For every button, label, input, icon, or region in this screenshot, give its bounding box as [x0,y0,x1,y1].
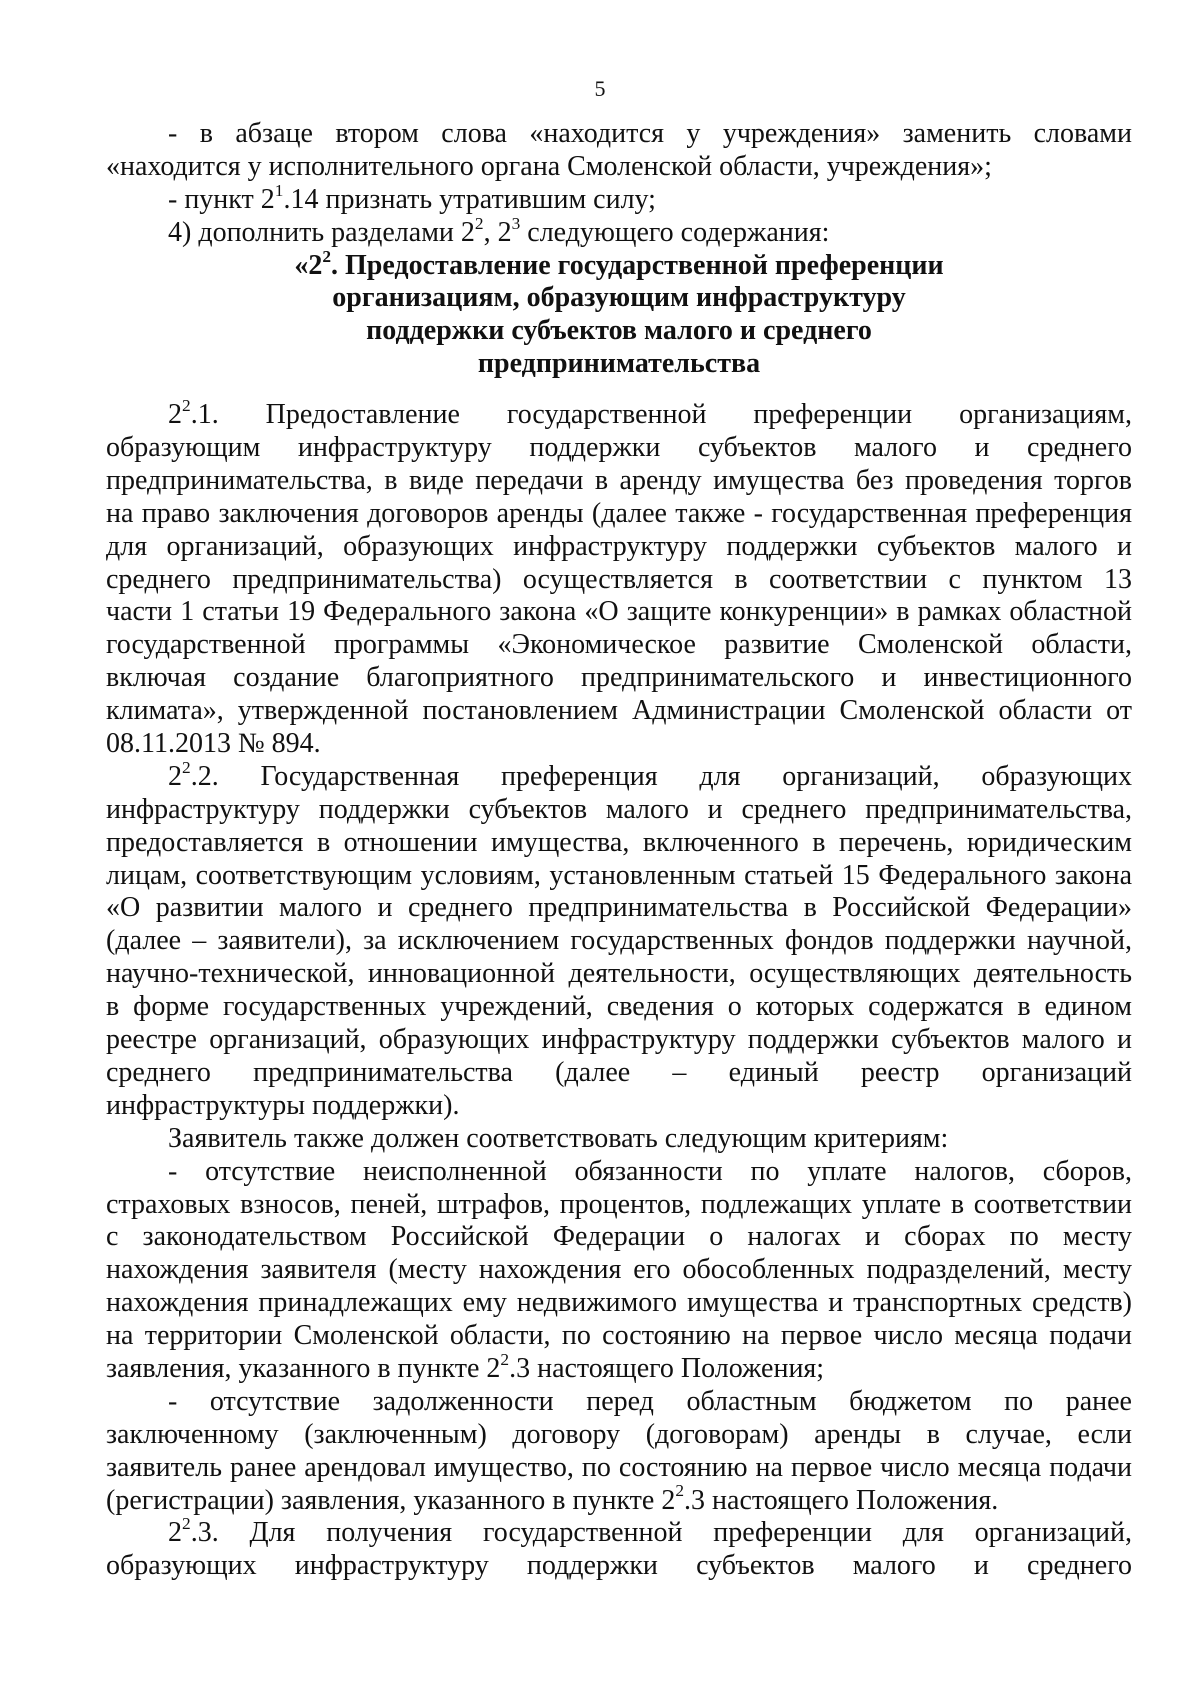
text-line: 4) дополнить разделами $2^2$, $2^3$ следующего содержания: [168,213,830,248]
paragraph-gap [106,381,1132,399]
text-line: инфраструктуру поддержки субъектов малого и среднего предпринимательства, [106,793,1132,825]
text-line: среднего предпринимательства) осуществляется в соответствии с пунктом 13 [106,563,1132,595]
text-line: климата», утвержденной постановлением Администрации Смоленской области от [106,695,1132,727]
text-line: (регистрации) заявления, указанного в пункте $2^2.3$ настоящего Положения. [106,1481,999,1516]
text-line: нахождения заявителя (месту нахождения его обособленных подразделений, месту [106,1254,1132,1286]
text-line: «О развитии малого и среднего предпринимательства в Российской Федерации» [106,892,1132,924]
text-line: научно-технической, инновационной деятельности, осуществляющих деятельность [106,958,1132,990]
text-line: - в абзаце втором слова «находится у учреждения» заменить словами [168,118,1132,149]
text-line: для организаций, образующих инфраструктуру поддержки субъектов малого и [106,530,1132,562]
text-line: инфраструктуры поддержки). [106,1089,460,1121]
text-line: 08.11.2013 № 894. [106,728,321,760]
text-line: $2^2.3$. Для получения государственной преференции для организаций, [168,1514,1132,1549]
text-line: на территории Смоленской области, по состоянию на первое число месяца подачи [106,1320,1132,1352]
section-heading-line: предпринимательства [477,348,761,380]
section-heading-line: организациям, образующим инфраструктуру [332,282,906,314]
text-line: заявитель ранее арендовал имущество, по состоянию на первое число месяца подачи [106,1451,1132,1483]
text-line: лицам, соответствующим условиям, установленным статьей 15 Федерального закона [106,859,1132,891]
document-body [106,118,1132,1583]
text-line: «находится у исполнительного органа Смоленской области, учреждения»; [106,150,992,182]
text-line: $2^2.1$. Предоставление государственной преференции организациям, [168,396,1132,431]
text-line: среднего предпринимательства (далее – единый реестр организаций [106,1056,1132,1088]
text-line: предпринимательства, в виде передачи в аренду имущества без проведения торгов [106,464,1132,496]
text-line: реестре организаций, образующих инфраструктуру поддержки субъектов малого и [106,1024,1132,1056]
text-line: $2^2.2$. Государственная преференция для организаций, образующих [168,757,1132,792]
text-line: образующим инфраструктуру поддержки субъектов малого и среднего [106,432,1132,464]
text-line: части 1 статьи 19 Федерального закона «О защите конкуренции» в рамках областной [106,596,1132,628]
text-line: заявления, указанного в пункте $2^2.3$ настоящего Положения; [106,1349,825,1384]
text-line: - пункт $2^1.14$ признать утратившим силу; [168,180,656,215]
text-line: - отсутствие задолженности перед областным бюджетом по ранее [168,1385,1132,1417]
text-line: нахождения принадлежащих ему недвижимого имущества и транспортных средств) [106,1287,1132,1319]
text-line: образующих инфраструктуру поддержки субъектов малого и среднего [106,1550,1132,1582]
text-line: (далее – заявители), за исключением государственных фондов поддержки научной, [106,925,1132,957]
section-heading-line: «$2^2$. Предоставление государственной преференции [294,246,944,281]
text-line: - отсутствие неисполненной обязанности по уплате налогов, сборов, [168,1155,1132,1187]
text-line: с законодательством Российской Федерации о налогах и сборах по месту [106,1221,1132,1253]
text-line: государственной программы «Экономическое развитие Смоленской области, [106,629,1132,661]
page-number: 5 [594,76,606,101]
text-line: предоставляется в отношении имущества, включенного в перечень, юридическим [106,826,1132,858]
text-line: страховых взносов, пеней, штрафов, процентов, подлежащих уплате в соответствии [106,1188,1132,1220]
text-line: заключенному (заключенным) договору (договорам) аренды в случае, если [106,1418,1132,1450]
text-line: на право заключения договоров аренды (далее также - государственная преференция [106,497,1132,529]
text-line: включая создание благоприятного предпринимательского и инвестиционного [106,662,1132,694]
text-line: Заявитель также должен соответствовать следующим критериям: [168,1122,949,1154]
section-heading-line: поддержки субъектов малого и среднего [366,315,872,347]
text-line: в форме государственных учреждений, сведения о которых содержатся в едином [106,991,1132,1023]
